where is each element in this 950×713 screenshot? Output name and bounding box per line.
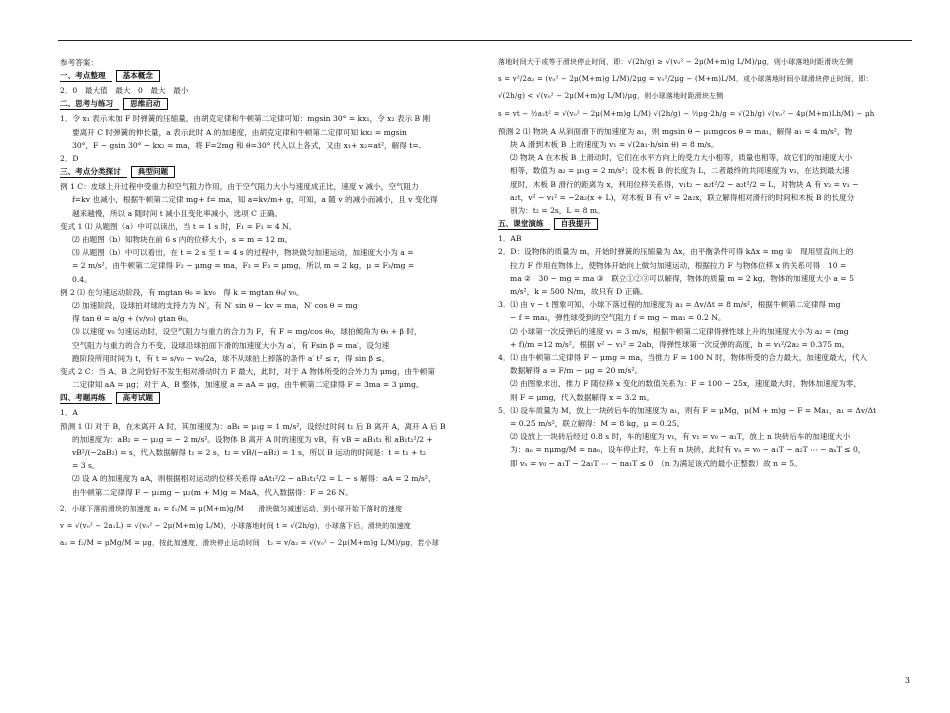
answer-line: 空气阻力与重力的合力不变，设球沿球拍面下滑的加速度大小为 a′，有 Fsin β = ma′，设匀速 [72,340,390,350]
answer-line: 预测 2 ⑴ 物块 A 从斜面滑下的加速度为 a₁，则 mgsin θ − μ₁mgcos θ = ma₁，解得 a₁ = 4 m/s²，物 [498,126,853,136]
section-tag: 五、课堂演练 [498,218,550,230]
answer-line: 数据解得 a = F/m − μg = 20 m/s²。 [510,366,643,376]
formula-line: 落地时间大于或等于滑块停止时间，即：√(2h/g) ≥ √(v₀² − 2μ(M+m)g L/M)/μg，则小球落地时距滑块左侧 [498,58,854,66]
answer-line: 即 vₙ = v₀ − a₁T − 2a₁T ⋯ − na₁T ≤ 0 （n 为满足该式的最小正整数）故 n = 5。 [510,458,802,468]
answer-line: m/s²，k = 500 N/m，故只有 D 正确。 [510,287,648,297]
section-box-label: 思维启动 [123,98,167,110]
answer-line: = 0.25 m/s²，联立解得：M = 8 kg，μ = 0.25。 [510,419,685,429]
section-tag: 一、考点整理 [60,70,112,82]
answer-line: 1．AB [498,234,522,244]
formula-line: 2．小球下落前滑块的加速度 a₁ = f₁/M = μ(M+m)g/M 滑块做匀减速运动，到小球开始下落时的速度 [60,504,403,513]
answer-line: 由牛顿第二定律得 F − μ₁mg − μ₂(m + M)g = MaA，代入数据得：F = 26 N。 [72,487,353,497]
section-box-label: 高考试题 [116,392,160,404]
answer-line: a₂t，v² − v₁² = −2a₂(x + L)，对木板 B 有 v² = 2a₂x，联立解得相对滑行的时间和木板 B 的长度分 [510,192,855,202]
answer-line: 2．0 最大值 最大 0 最大 最小 [60,86,189,96]
answer-line: 例 1 C：皮球上升过程中受重力和空气阻力作用，由于空气阻力大小与速度成正比，速度 v 减小，空气阻力 [60,182,419,192]
section-heading-5 [498,218,910,230]
answer-line: 变式 2 C：当 A、B 之间恰好不发生相对滑动时力 F 最大，此时，对于 A 物体所受的合外力为 μmg，由牛顿第 [60,367,435,377]
answer-line: 2．D [60,154,79,164]
section-heading-2 [60,98,470,110]
section-box-label: 典型问题 [131,166,175,178]
answer-line: 得 tan θ = a/g + (v/v₀) gtan θ₀。 [72,314,194,324]
section-tag: 三、考点分类探讨 [60,166,127,178]
answer-line: ⑵ 物块 A 在木板 B 上滑动时，它们在水平方向上的受力大小相等，质量也相等，故它们的加速度大小 [510,153,853,163]
answer-line: 别为：t₂ = 2s，L = 8 m。 [510,206,605,216]
answer-line: 1．A [60,408,78,418]
answer-line: ⑵ 设放上一块砖后经过 0.8 s 时，车的速度为 v₁，有 v₁ = v₀ − a₁T，放上 n 块砖后车的加速度大小 [510,432,851,442]
answer-line: 预测 1 ⑴ 对于 B，在未离开 A 时，其加速度为：aB₁ = μ₁g = 1 m/s²，设经过时间 t₁ 后 B 离开 A，离开 A 后 B [60,421,446,431]
answer-line: 要离开 C 时弹簧的伸长量，a 表示此时 A 的加速度，由胡克定律和牛顿第二定律可知 kx₂ = mgsin [72,127,407,137]
answer-line: + f)/m =12 m/s²，根据 v² − v₁² = 2ab，得弹性球第一次反弹的高度，h = v₁²/2a₂ = 0.375 m。 [510,339,850,349]
answer-line: ma ② 30 − mg = ma ③ 联立①②③可以解得，物体的质量 m = 2 kg，物体的加速度大小 a = 5 [510,273,854,283]
page-number: 3 [904,676,910,685]
section-heading-4 [60,392,470,404]
header-rule [58,40,912,41]
answer-line: = 3 s。 [72,461,100,471]
answer-line: 3．⑴ 由 v − t 图象可知，小球下落过程的加速度为 a₁ = Δv/Δt = 8 m/s²，根据牛顿第二定律得 mg [498,300,841,310]
formula-line: √(2h/g) < √(v₀² − 2μ(M+m)g L/M)/μg，则小球落地时距滑块左侧 [498,92,724,101]
answer-line: 1．令 x₁ 表示未加 F 时弹簧的压缩量，由胡克定律和牛顿第二定律可知：mgsin 30° = kx₁，令 x₂ 表示 B 刚 [60,114,431,124]
answer-line: ⑵ 小球第一次反弹后的速度 v₁ = 3 m/s，根据牛顿第二定律得弹性球上升的加速度大小为 a₂ = (mg [510,326,849,336]
answer-line: 越来越慢，所以 a 随时间 t 减小且变化率减小，选项 C 正确。 [72,208,283,218]
answer-line: = 2 m/s²，由牛顿第二定律得 F₂ − μmg = ma，F₃ = F₃ = μmg，所以 m = 2 kg，μ = F₃/mg = [72,261,415,271]
answer-line: 2．D：设物体的质量为 m，开始时弹簧的压缩量为 Δx，由平衡条件可得 kΔx = mg ① 现用竖直向上的 [498,247,854,257]
section-heading-1 [60,70,470,82]
answer-line: 变式 1 ⑴ 从题图（a）中可以读出，当 t = 1 s 时，F₁ = F₁ = 4 N。 [60,221,297,231]
answer-line: 拉力 F 作用在物体上，使物体开始向上做匀加速运动，根据拉力 F 与物体位移 x 的关系可得 10 = [510,260,847,270]
answer-line: 的加速度为：aB₂ = − μ₂g = − 2 m/s²。设物体 B 离开 A 时的速度为 vB，有 vB = aB₁t₁ 和 aB₁t₁²/2 + [72,434,433,444]
answer-line: 块 A 滑到木板 B 上的速度为 v₁ = √(2a₁·h/sin θ) = 8 m/s。 [510,140,719,150]
answer-line: 为：aₙ = nμmg/M = naₙ，设车停止时，车上有 n 块砖，此时有 vₙ = v₀ − a₁T − a₂T ⋯ − aₙT ≤ 0， [510,445,866,455]
section-heading-3 [60,166,470,178]
formula-line: v = √(v₀² − 2a₁L) = √(v₀² − 2μ(M+m)g L/M)，小球落地时间 t = √(2h/g)，小球落下后，滑块的加速度 [60,522,411,531]
answer-line: 跑阶段所用时间为 t，有 t = s/v₀ − v₀/2a，球不从球拍上掉落的条件 a′ t² ≤ r，得 sin β ≤。 [72,353,390,363]
section-box-label: 自我提升 [554,218,598,230]
answer-line: 0.4。 [72,274,92,284]
answer-line: ⑵ 由图象求出，推力 F 随位移 x 变化的数值关系为：F = 100 − 25x，速度最大时，物体加速度为零， [510,379,862,389]
answer-line: 30°，F − gsin 30° − kx₂ = ma，将 F=2mg 和 θ=30° 代入以上各式，又由 x₁+ x₂=at²，解得 t=. [72,140,422,150]
answer-line: vB²/(−2aB₂) = s，代入数据解得 t₁ = 2 s，t₂ = vB/(−aB₂) = 1 s，所以 B 运动的时间是：t = t₁ + t₂ [72,448,426,458]
answer-line: ⑵ 加速阶段，设球拍对球的支持力为 N′，有 N′ sin θ − kv = ma，N′ cos θ = mg [72,301,358,311]
answer-line: 5．⑴ 设车质量为 M，放上一块砖后车的加速度为 a₁，则有 F = μMg，μ(M + m)g − F = Ma₁，a₁ = Δv/Δt [498,405,877,415]
answer-line: 相等，数值为 a₂ = μ₁g = 2 m/s²；设木板 B 的长度为 L，二者最终的共同速度为 v₂，在达到最大速 [510,166,850,176]
answer-line: ⑵ 设 A 的加速度为 aA，则根据相对运动的位移关系得 aAt₁²/2 − aB₁t₁²/2 = L − s 解得：aA = 2 m/s²， [72,474,436,484]
answer-line: 则 F = μmg，代入数据解得 x = 3.2 m。 [510,392,654,402]
answer-line: 例 2 ⑴ 在匀速运动阶段，有 mgtan θ₀ = kv₀ 得 k = mgtan θ₀/ v₀。 [60,287,304,297]
answer-line: ⑶ 从题图（b）中可以看出，在 t = 2 s 至 t = 4 s 的过程中，物块做匀加速运动，加速度大小为 a = [72,248,414,258]
left-column [60,56,470,551]
answer-line: ⑵ 由题图（b）知物块在前 6 s 内的位移大小，s = m = 12 m。 [72,235,293,245]
section-tag: 二、思考与练习 [60,98,119,110]
answer-line: 度时，木板 B 滑行的距离为 x，利用位移关系得，v₁t₂ − a₂t²/2 − a₂t²/2 = L，对物块 A 有 v₂ = v₁ − [510,179,859,189]
right-column [498,56,910,470]
section-tag: 四、考题再练 [60,392,112,404]
formula-line: s = v²/2a₂ = (v₀² − 2μ(M+m)g L/M)/2μg = v₀²/2μg − (M+m)L/M，或小球落地时间小球滑块停止时间，即： [498,75,873,84]
page-heading: 参考答案： [60,58,98,67]
answer-line: 二定律知 aA = μg；对于 A、B 整体，加速度 a = aA = μg，由牛顿第二定律得 F = 3ma = 3 μmg。 [72,380,424,390]
answer-line: ⑶ 以速度 v₀ 匀速运动时，设空气阻力与重力的合力为 F，有 F = mg/cos θ₀，球拍倾角为 θ₀ + β 时， [72,327,422,337]
answer-line: f=kv 也减小，根据牛顿第二定律 mg+ f= ma，知 a=kv/m+ g，可知，a 随 v 的减小而减小，且 v 变化得 [72,195,438,205]
formula-line: a₂ = f₂/M = μMg/M = μg，按此加速度，滑块停止运动时间 t₂ = v/a₂ = √(v₀² − 2μ(M+m)g L/M)/μg，若小球 [60,539,439,548]
answer-line: 4．⑴ 由牛顿第二定律得 F − μmg = ma，当推力 F = 100 N 时，物体所受的合力最大，加速度最大，代入 [498,353,868,363]
formula-line: s = vt − ½a₂t² = √(v₀² − 2μ(M+m)g L/M) √(2h/g) − ½μg·2h/g = √(2h/g) √(v₀² − 4μ(M+m)Lh/M) − μh [498,109,875,118]
answer-line: − f = ma₁，弹性球受到的空气阻力 f = mg − ma₁ = 0.2 N。 [510,313,726,323]
section-box-label: 基本概念 [116,70,160,82]
